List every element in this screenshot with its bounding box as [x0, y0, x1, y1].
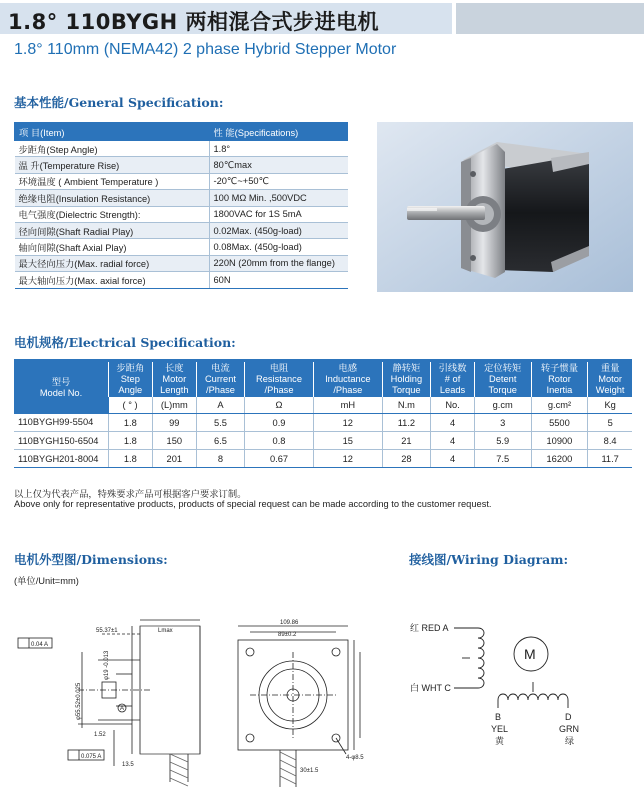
cell: 6.5 — [196, 432, 244, 450]
cell: 5.5 — [196, 414, 244, 432]
cell: 5.9 — [474, 432, 531, 450]
tol-b: 0.075 A — [81, 754, 102, 760]
cell: 4 — [431, 450, 475, 468]
table-row — [15, 173, 348, 189]
wire-grn-cn: 绿 — [565, 736, 575, 746]
col-en1: Motor — [598, 374, 623, 384]
cell: 21 — [382, 432, 431, 450]
col-en1: Motor — [162, 374, 187, 384]
unit-cell: Ω — [244, 397, 313, 414]
cell-item: 步距角(Step Angle) — [15, 141, 210, 157]
cell: 5 — [588, 414, 632, 432]
col-en1: Inductance — [325, 374, 371, 384]
col-spec-header: 性 能(Specifications) — [209, 123, 348, 141]
electrical-spec-heading: 电机规格/Electrical Specification: — [14, 335, 236, 350]
cell-item: 最大径向压力(Max. radial force) — [15, 255, 210, 271]
note-en: Above only for representative products, products of special request can be made according to the customer request. — [14, 499, 492, 509]
tol-a: 0.04 A — [31, 642, 49, 648]
general-spec-heading: 基本性能/General Specification: — [14, 95, 224, 110]
note-cn: 以上仅为代表产品，特殊要求产品可根据客户要求订制。 — [14, 489, 247, 499]
cell: 150 — [152, 432, 196, 450]
unit-cell: Kg — [588, 397, 632, 414]
front-view-labels — [278, 620, 364, 774]
cell: 12 — [314, 414, 382, 432]
wiring-labels — [410, 622, 579, 746]
col-item-header: 项 目(Item) — [15, 123, 210, 141]
col-cn: 定位转矩 — [484, 363, 522, 373]
title-band-side — [456, 3, 644, 34]
cell: 99 — [152, 414, 196, 432]
table-row — [15, 206, 348, 222]
cell: 16200 — [531, 450, 588, 468]
col-step-angle-header — [109, 361, 153, 398]
datum-a: A — [120, 706, 125, 712]
cell-item: 温 升(Temperature Rise) — [15, 157, 210, 173]
col-leads-header — [431, 361, 475, 398]
cell: 4 — [431, 414, 475, 432]
cell: 4 — [431, 432, 475, 450]
cell-spec: 1.8° — [209, 141, 348, 157]
dim-d: 30±1.5 — [300, 768, 319, 774]
front-view — [238, 626, 360, 787]
cell-item: 轴向间隙(Shaft Axial Play) — [15, 239, 210, 255]
wire-d: D — [565, 712, 572, 722]
table-row — [15, 272, 348, 288]
cell: 11.7 — [588, 450, 632, 468]
cell: 8.4 — [588, 432, 632, 450]
cell-spec: 0.08Max. (450g-load) — [209, 239, 348, 255]
col-inductance-header — [314, 361, 382, 398]
col-cn: 转子惯量 — [540, 363, 579, 373]
dim-10986: 109.86 — [280, 620, 299, 626]
col-en1: Detent — [489, 374, 517, 384]
col-detent-torque-header — [474, 361, 531, 398]
col-en2: Leads — [439, 385, 466, 395]
dimensions-heading: 电机外型图/Dimensions: — [14, 552, 168, 567]
cell-model: 110BYGH150-6504 — [14, 432, 109, 450]
cell: 1.8 — [109, 414, 153, 432]
cell-item: 电气强度(Dielectric Strength): — [15, 206, 210, 222]
col-en1: Resistance — [256, 374, 303, 384]
page-title: 1.8° 110BYGH 两相混合式步进电机 — [8, 10, 380, 34]
wiring-lines — [454, 628, 568, 708]
unit-cell: N.m — [382, 397, 431, 414]
wire-yel: YEL — [491, 724, 509, 734]
cell: 1.8 — [109, 432, 153, 450]
cell: 12 — [314, 450, 382, 468]
wire-b: B — [495, 712, 502, 722]
unit-cell: A — [196, 397, 244, 414]
motor-symbol: M — [524, 646, 536, 662]
cell-item: 绝缘电阻(Insulation Resistance) — [15, 190, 210, 206]
table-row — [15, 239, 348, 255]
col-weight-header — [588, 361, 632, 398]
motor-photo — [377, 122, 633, 292]
unit-cell: g.cm — [474, 397, 531, 414]
col-cn: 长度 — [164, 363, 184, 373]
col-cn: 步距角 — [116, 363, 145, 373]
unit-cell: g.cm² — [531, 397, 588, 414]
dimension-drawing — [10, 612, 385, 795]
dim-shaft-dia: φ19 -0.013 — [104, 650, 110, 680]
general-spec-table — [14, 122, 348, 289]
cell-spec: 100 MΩ Min. ,500VDC — [209, 190, 348, 206]
col-en1: Holding — [390, 374, 423, 384]
dim-135: 13.5 — [122, 762, 134, 768]
cell: 28 — [382, 450, 431, 468]
wire-red-a: 红 RED A — [410, 623, 449, 633]
table-row — [15, 190, 348, 206]
col-current-header — [196, 361, 244, 398]
dim-holes: 4-φ8.5 — [346, 755, 364, 761]
col-cn: 引线数 — [438, 363, 467, 373]
dim-lmax: Lmax — [158, 628, 173, 634]
col-model-en: Model No. — [39, 387, 83, 398]
table-row — [14, 432, 632, 450]
unit-cell: ( ° ) — [109, 397, 153, 414]
col-en2: Inertia — [546, 385, 573, 395]
cell-item: 径向间隙(Shaft Radial Play) — [15, 222, 210, 238]
cell: 8 — [196, 450, 244, 468]
col-cn: 电流 — [211, 363, 230, 373]
cell: 0.67 — [244, 450, 313, 468]
wire-wht-c: 白 WHT C — [410, 683, 451, 693]
col-en1: Current — [204, 374, 236, 384]
cell-spec: 60N — [209, 272, 348, 288]
electrical-spec-table — [14, 359, 632, 468]
table-row — [15, 141, 348, 157]
col-en2: Weight — [595, 385, 625, 395]
cell: 11.2 — [382, 414, 431, 432]
cell-item: 最大轴向压力(Max. axial force) — [15, 272, 210, 288]
cell: 0.8 — [244, 432, 313, 450]
cell: 201 — [152, 450, 196, 468]
page-subtitle: 1.8° 110mm (NEMA42) 2 phase Hybrid Stepper Motor — [14, 41, 397, 58]
dim-89: 89±0.2 — [278, 632, 297, 638]
cell: 10900 — [531, 432, 588, 450]
dim-152: 1.52 — [94, 732, 106, 738]
dim-pilot-dia: φ55.52±0.025 — [76, 682, 82, 720]
cell: 5500 — [531, 414, 588, 432]
col-en2: Angle — [118, 385, 143, 395]
col-holding-torque-header — [382, 361, 431, 398]
col-cn: 电阻 — [269, 363, 289, 373]
cell-spec: 220N (20mm from the flange) — [209, 255, 348, 271]
col-length-header — [152, 361, 196, 398]
col-cn: 电感 — [338, 363, 358, 373]
col-rotor-inertia-header — [531, 361, 588, 398]
col-en2: /Phase — [333, 385, 363, 395]
col-en2: /Phase — [205, 385, 235, 395]
table-row — [14, 414, 632, 432]
col-en2: /Phase — [264, 385, 294, 395]
cell: 7.5 — [474, 450, 531, 468]
dim-flat: 55.37±1 — [96, 628, 118, 634]
cell-model: 110BYGH201-8004 — [14, 450, 109, 468]
wire-yel-cn: 黄 — [495, 736, 505, 746]
table-row — [14, 450, 632, 468]
cell-spec: 80℃max — [209, 157, 348, 173]
cell-spec: -20℃~+50℃ — [209, 173, 348, 189]
col-en1: # of — [444, 374, 461, 384]
cell-spec: 1800VAC for 1S 5mA — [209, 206, 348, 222]
col-en2: Torque — [488, 385, 517, 395]
table-row — [15, 222, 348, 238]
unit-cell: (L)mm — [152, 397, 196, 414]
cell: 15 — [314, 432, 382, 450]
col-en1: Step — [120, 374, 140, 384]
cell-model: 110BYGH99-5504 — [14, 414, 109, 432]
wiring-heading: 接线图/Wiring Diagram: — [409, 552, 569, 567]
col-en2: Torque — [392, 385, 421, 395]
dimensions-unit: (单位/Unit=mm) — [14, 576, 79, 586]
col-model-header — [14, 361, 109, 414]
cell: 0.9 — [244, 414, 313, 432]
unit-cell: mH — [314, 397, 382, 414]
cell: 3 — [474, 414, 531, 432]
col-en1: Rotor — [548, 374, 571, 384]
cell-spec: 0.02Max. (450g-load) — [209, 222, 348, 238]
wire-grn: GRN — [559, 724, 579, 734]
wiring-diagram — [400, 612, 644, 795]
col-model-cn: 型号 — [51, 376, 71, 387]
col-resistance-header — [244, 361, 313, 398]
unit-cell: No. — [431, 397, 475, 414]
table-row — [15, 157, 348, 173]
cell: 1.8 — [109, 450, 153, 468]
cell-item: 环境温度 ( Ambient Temperature ) — [15, 173, 210, 189]
table-row — [15, 255, 348, 271]
col-cn: 静转矩 — [392, 363, 421, 373]
col-cn: 重量 — [600, 363, 620, 373]
col-en2: Length — [160, 385, 189, 395]
